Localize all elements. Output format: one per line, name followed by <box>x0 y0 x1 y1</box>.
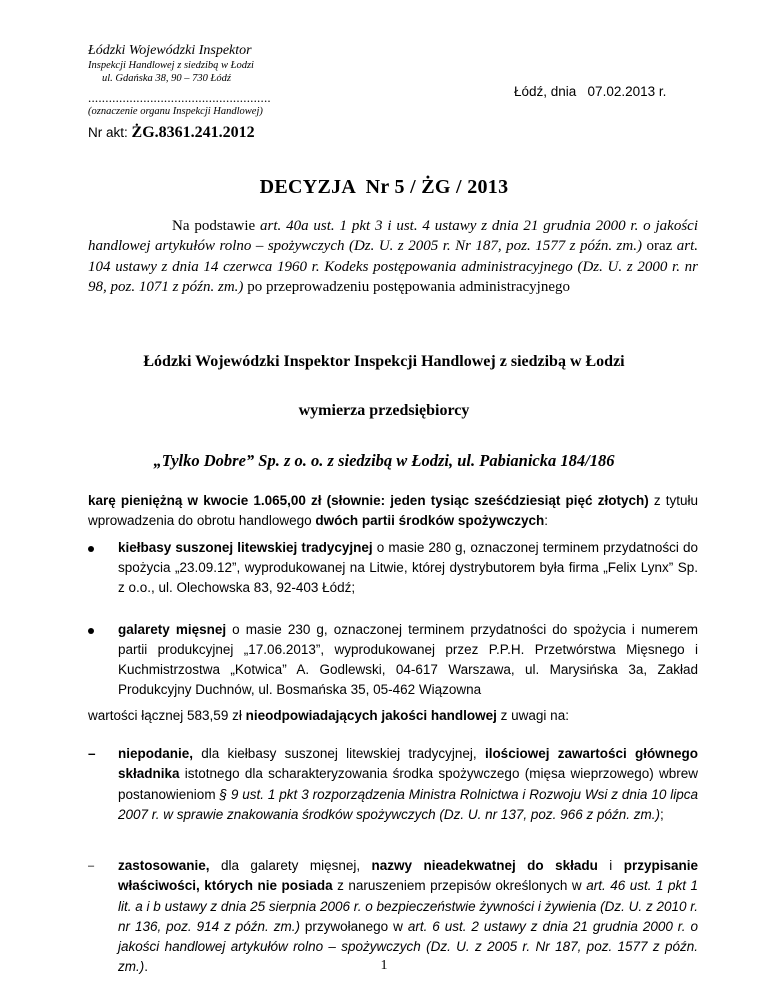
bullet-icon <box>88 538 104 558</box>
penalty-text-1: z tytułu wprowadzenia do obrotu handlowego <box>88 493 698 528</box>
issuer-dotted-line: ..................................................... <box>88 90 271 105</box>
reason-text-1: dla galarety mięsnej, <box>209 858 372 873</box>
document-date: Łódź, dnia 07.02.2013 r. <box>514 84 667 99</box>
decision-verb: wymierza przedsiębiorcy <box>298 402 470 419</box>
reason-text-4: przywołanego w <box>299 918 408 934</box>
list-item <box>88 538 698 598</box>
issuer-note: (oznaczenie organu Inspekcji Handlowej) <box>88 106 263 117</box>
case-reference-label: Nr akt: <box>88 125 132 140</box>
issuer-subtitle: Inspekcji Handlowej z siedzibą w Łodzi <box>88 60 254 71</box>
legal-basis-paragraph <box>88 216 698 297</box>
value-text-2: z uwagi na: <box>496 708 569 723</box>
issuer-name: Łódzki Wojewódzki Inspektor <box>88 43 252 58</box>
entity-name: „Tylko Dobre” Sp. z o. o. z siedzibą w Łodzi, ul. Pabianicka 184/186 <box>153 451 615 470</box>
dash-icon: – <box>88 746 96 761</box>
value-text-1: wartości łącznej 583,59 zł <box>88 708 246 723</box>
reason-item <box>88 744 698 825</box>
page-number: 1 <box>380 958 388 973</box>
reason-citation-1: art. 46 ust. 1 pkt 1 lit. a i b ustawy z dnia 25 sierpnia 2006 r. o bezpieczeństwie żywności i żywienia (Dz. U. z 2010 r. nr 136, poz. 914 z późn. zm.) <box>118 878 698 934</box>
authority-heading: Łódzki Wojewódzki Inspektor Inspekcji Handlowej z siedzibą w Łodzi <box>143 353 625 370</box>
intro-text-2: oraz <box>641 238 677 255</box>
intro-text-1: Na podstawie <box>172 218 260 234</box>
penalty-amount: karę pieniężną w kwocie 1.065,00 zł (słownie: jeden tysiąc sześćdziesiąt pięć złotych) <box>88 493 649 508</box>
reason-citation-2: art. 6 ust. 2 ustawy z dnia 21 grudnia 2000 r. o jakości handlowej artykułów rolno – spożywczych (Dz. U. z 2005 r. Nr 187, poz. 1577 z późn. zm.) <box>118 918 698 975</box>
reason-text-2: istotnego dla scharakteryzowania środka spożywczego (mięsa wieprzowego) wbrew postanowieniom <box>118 766 698 802</box>
issuer-block <box>88 42 328 118</box>
intro-citation-1: art. 40a ust. 1 pkt 3 i ust. 4 ustawy z dnia 21 grudnia 2000 r. o jakości handlowej artykułów rolno – spożywczych (Dz. U. z 2005 r. Nr 187, poz. 1577 z późn. zm.) <box>88 218 698 255</box>
reason-bold-2: ilościowej zawartości głównego składnika <box>118 746 698 782</box>
list-item <box>88 620 698 700</box>
penalty-paragraph <box>88 491 698 531</box>
reason-text-1: dla kiełbasy suszonej litewskiej tradycyjnej, <box>193 746 485 761</box>
value-quality: nieodpowiadających jakości handlowej <box>245 708 497 723</box>
reason-bold-1: zastosowanie, <box>118 858 210 873</box>
reason-bold-2: nazwy nieadekwatnej do składu <box>371 858 598 873</box>
bullet-icon <box>88 620 104 640</box>
reason-text-5: . <box>144 959 149 975</box>
reason-text-2: i <box>597 858 624 873</box>
issuer-address: ul. Gdańska 38, 90 – 730 Łódź <box>102 73 231 84</box>
reason-text-3: z naruszeniem przepisów określonych w <box>332 878 587 894</box>
product-name: kiełbasy suszonej litewskiej tradycyjnej <box>118 540 373 555</box>
list-item-text <box>118 620 698 700</box>
dash-icon: – <box>88 860 95 872</box>
reason-citation: § 9 ust. 1 pkt 3 rozporządzenia Ministra Rolnictwa i Rozwoju Wsi z dnia 10 lipca 2007 r. w sprawie znakowania środków spożywczych (Dz. U. nr 137, poz. 966 z późn. zm.) <box>118 786 698 822</box>
intro-text-3: po przeprowadzeniu postępowania administracyjnego <box>243 278 570 295</box>
reason-bold-3: przypisanie właściwości, których nie posiada <box>118 858 698 894</box>
intro-citation-2: art. 104 ustawy z dnia 14 czerwca 1960 r. Kodeks postępowania administracyjnego (Dz. U. z 2000 r. nr 98, poz. 1071 z późn. zm.) <box>88 238 698 295</box>
product-details: o masie 280 g, oznaczonej terminem przydatności do spożycia „23.09.12”, wyprodukowanej na Litwie, której dystrybutorem była firma „Felix Lynx” Sp. z o.o., ul. Olechowska 83, 92-403 Łódź; <box>118 540 699 595</box>
reason-text <box>118 744 698 825</box>
reason-bold-1: niepodanie, <box>118 746 194 761</box>
decision-title: DECYZJA Nr 5 / ŻG / 2013 <box>259 176 509 198</box>
case-reference-number: ŻG.8361.241.2012 <box>131 124 255 141</box>
product-name: galarety mięsnej <box>118 622 227 637</box>
reason-text-3: ; <box>659 806 664 822</box>
product-details: o masie 230 g, oznaczonej terminem przydatności do spożycia i numerem partii produkcyjnej „17.06.2013”, wyprodukowanej przez P.P.H. Przetwórstwa Mięsnego i Kuchmistrzostwa „Kotwica” A. Godlewski, 04-617 Warszawa, ul. Marysińska 3a, Zakład Produkcyjny Duchnów, ul. Bosmańska 35, 05-462 Wiązowna <box>118 622 698 697</box>
penalty-text-2: : <box>544 513 548 528</box>
case-reference <box>88 124 255 142</box>
value-paragraph <box>88 706 698 726</box>
penalty-subject: dwóch partii środków spożywczych <box>315 513 545 528</box>
list-item-text <box>118 538 698 598</box>
